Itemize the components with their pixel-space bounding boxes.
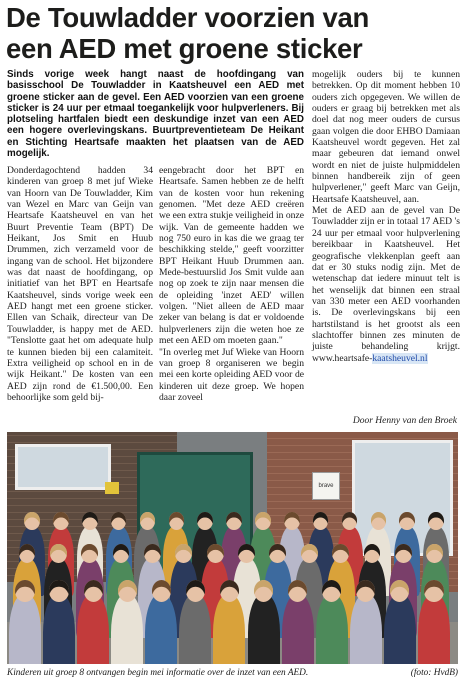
article-column-1 — [7, 165, 153, 403]
child-head — [84, 580, 103, 602]
child-head — [53, 512, 69, 530]
url-prefix: www.heartsafe- — [312, 352, 373, 364]
child-head — [424, 580, 443, 602]
child-head — [395, 544, 412, 563]
caption-text: Kinderen uit groep 8 ontvangen begin mei informatie over de inzet van een AED. — [7, 668, 309, 678]
child-figure — [316, 594, 348, 664]
child-head — [226, 512, 242, 530]
column-2-paragraph-2: "In overleg met Juf Wieke van Hoorn van groep 8 organiseren we begin mei een korte opleiding AED voor de kinderen uit deze groep. We hopen daar zoveel — [159, 346, 304, 403]
child-head — [399, 512, 415, 530]
author-byline: Door Henny van den Broek — [352, 416, 457, 426]
headline-line-2: een AED met groene sticker — [6, 33, 363, 64]
column-2-paragraph-1: eengebracht door het BPT en Heartsafe. Samen hebben ze de helft van de kosten voor hun rekening genomen. "Met deze AED creëren we een extra stukje veiligheid in onze wijk. Van de gemeente hadden we nog 750 euro in kas die we graag ter beschikking stelde," geeft voorzitter BPT Heikant Huub Drummen aan. Mede-bestuurslid Jos Smit vulde aan nog op zoek te zijn naar mensen die de opleiding 'inzet AED' willen volgen. "Niet alleen de AED maar zeker van belang is dat er voldoende hulpverleners zijn die weten hoe ze met een AED om moeten gaan." — [159, 165, 304, 347]
photo-caption — [7, 668, 458, 678]
child-figure — [145, 594, 177, 664]
child-head — [342, 512, 358, 530]
child-figure — [282, 594, 314, 664]
wall-sign: brave — [312, 472, 340, 500]
child-head — [82, 512, 98, 530]
child-figure — [418, 594, 450, 664]
column-3-paragraph-2 — [312, 205, 460, 364]
child-head — [371, 512, 387, 530]
child-figure — [384, 594, 416, 664]
child-figure — [179, 594, 211, 664]
article-lead — [7, 69, 304, 159]
lead-paragraph: Sinds vorige week hangt naast de hoofdingang van basisschool De Touwladder in Kaatsheuvel een AED met groene sticker aan de gevel. Een AED voorzien van een groene sticker is 24 uur per etmaal toegankelijk voor hulpverleners. Bij plotseling hartfalen biedt een deskundige inzet van een AED een hogere overlevingskans. Buurtpreventieteam De Heikant en Stichting Heartsafe maakten het plaatsen van de AED mogelijk. — [7, 69, 304, 160]
child-head — [49, 580, 68, 602]
child-head — [186, 580, 205, 602]
child-figure — [77, 594, 109, 664]
child-head — [169, 512, 185, 530]
website-link[interactable]: kaatsheuvel.nl — [372, 352, 428, 364]
child-head — [140, 512, 156, 530]
child-head — [144, 544, 161, 563]
child-figure — [350, 594, 382, 664]
article-column-3 — [312, 69, 460, 364]
child-head — [15, 580, 34, 602]
child-head — [284, 512, 300, 530]
group-of-children — [7, 492, 458, 664]
child-head — [50, 544, 67, 563]
child-head — [118, 580, 137, 602]
article-column-2 — [159, 165, 304, 403]
child-head — [428, 512, 444, 530]
child-head — [220, 580, 239, 602]
column-3-paragraph-1: mogelijk ouders bij te kunnen betrekken. Op dit moment hebben 10 ouders zich opgegeven. We willen de ouders er graag bij betrekken met als doel dat nog meer ouders de cursus gaan volgen die door EHBO Damiaan Kaatsheuvel wordt gegeven. Het zal maar gebeuren dat iemand onwel wordt en niet de juiste hulpmiddelen binnen handbereik zijn of geen hulpverlener," geeft Marc van Geijn, Heartsafe Kaatsheuvel, aan. — [312, 69, 460, 205]
child-figure — [248, 594, 280, 664]
child-figure — [9, 594, 41, 664]
headline-line-1: De Touwladder voorzien van — [6, 2, 370, 33]
photo-credit: (foto: HvdB) — [410, 668, 458, 678]
child-head — [255, 512, 271, 530]
child-figure — [43, 594, 75, 664]
child-head — [24, 512, 40, 530]
article-headline — [6, 2, 462, 64]
child-figure — [213, 594, 245, 664]
child-head — [207, 544, 224, 563]
child-head — [301, 544, 318, 563]
child-head — [238, 544, 255, 563]
child-head — [152, 580, 171, 602]
window-left — [15, 444, 111, 490]
column-3-paragraph-2-text: Met de AED aan de gevel van De Touwladder zijn er in totaal 17 AED 's 24 uur per etmaal voor hulpverlening bereikbaar in Kaatsheuvel. Het geografische vlekkenplan geeft aan dat er 30 stuks nodig zijn. Met de wetenschap dat iedere minuut telt is het wenselijk dat binnen een straal van 330 meter een AED voorhanden is. De overlevingskans bij een hartstilstand is het grootst als een slachtoffer binnen zes minuten de juiste behandeling krijgt. — [312, 205, 460, 353]
column-1-paragraph-1: Donderdagochtend hadden 34 kinderen van groep 8 met juf Wieke van Hoorn van De Touwladder, Kim van Wezel en Marc van Geijn van Heartsafe Kaatsheuvel en van het Buurt Preventie Team (BPT) De Heikant, Jos Smit en Huub Drummen, zich verzameld voor de ingang van de school. Het bijzondere was dat naast de hoofdingang, op initiatief van het BPT en Heartsafe Kaatsheuvel, sinds vorige week een AED hangt met een groene sticker. Ellen van Schaik, directeur van De Touwladder, is happy met de AED. "Tenslotte gaat het om adequate hulp te kunnen bieden bij een calamiteit. Extra veiligheid op school en in de wijk Heikant." De kosten van een AED zijn rond de €1.500,00. Een behoorlijke som geld bij- — [7, 165, 153, 403]
child-head — [197, 512, 213, 530]
child-figure — [111, 594, 143, 664]
group-photo — [7, 432, 458, 664]
child-head — [254, 580, 273, 602]
